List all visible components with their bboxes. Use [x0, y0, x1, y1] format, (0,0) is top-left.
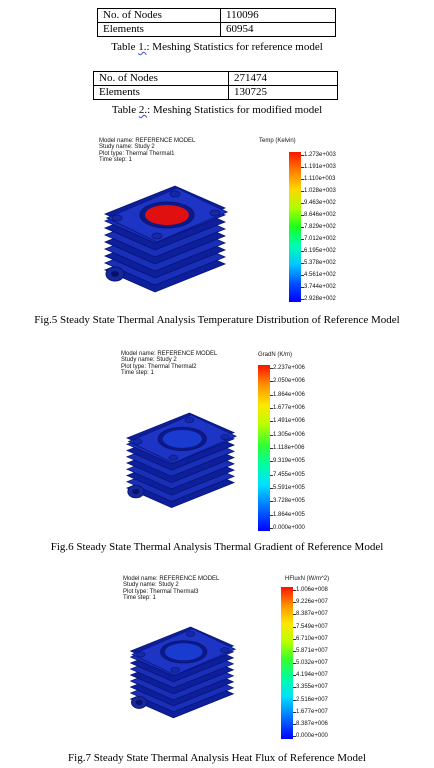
color-bar-tick-label: 3.744e+002: [304, 284, 336, 290]
color-bar-tick-label: 5.032e+007: [296, 660, 328, 666]
color-bar-tick-label: 8.646e+002: [304, 212, 336, 218]
fig5-panel: [93, 132, 336, 310]
fig5-caption: Fig.5 Steady State Thermal Analysis Temperature Distribution of Reference Model: [34, 314, 400, 326]
color-bar-tick-label: 2.516e+007: [296, 696, 328, 703]
color-bar-tick-label: 3.355e+007: [296, 684, 328, 691]
color-bar-tick-label: 1.006e+008: [296, 587, 328, 593]
color-bar-tick-label: 9.319e+005: [273, 458, 305, 465]
table-cell-label: No. of Nodes: [94, 72, 229, 86]
table-cell-label: No. of Nodes: [98, 9, 221, 23]
fig6-metadata: Model name: REFERENCE MODEL Study name: Study 2 Plot type: Thermal Thermal2 Time step: 1: [121, 351, 218, 376]
color-bar-tick-label: 3.728e+005: [273, 498, 305, 505]
color-bar-tick-label: 4.194e+007: [296, 672, 328, 679]
color-bar-tick-label: 1.491e+006: [273, 418, 305, 425]
color-bar-tick-label: 1.118e+006: [273, 445, 305, 451]
color-bar-tick-label: 7.012e+002: [304, 236, 336, 242]
fig7-caption: Fig.7 Steady State Thermal Analysis Heat Flux of Reference Model: [68, 752, 366, 764]
table-cell-value: 271474: [229, 72, 338, 86]
color-bar-tick-label: 8.387e+007: [296, 611, 328, 618]
color-bar-tick-label: 7.829e+002: [304, 224, 336, 230]
color-bar-tick-label: 7.549e+007: [296, 623, 328, 630]
color-bar-tick-label: 5.591e+005: [273, 485, 305, 491]
color-bar-tick-label: 7.455e+005: [273, 471, 305, 478]
table2-caption: Table 2.: Meshing Statistics for modified model: [111, 104, 323, 116]
table-row: [98, 23, 336, 37]
table-cell-label: Elements: [98, 23, 221, 37]
fig7-panel: [117, 570, 330, 747]
fig6-caption: Fig.6 Steady State Thermal Analysis Thermal Gradient of Reference Model: [50, 541, 384, 553]
color-bar-tick-label: 1.110e+003: [304, 176, 336, 182]
fig7-legend-title: HFluxN (W/m^2): [285, 576, 330, 582]
fig6-color-bar: [258, 365, 270, 531]
fig6-panel: [115, 345, 315, 535]
table-row: [98, 9, 336, 23]
fig6-cylinder-model: [118, 393, 243, 533]
color-bar-tick-label: 6.710e+007: [296, 635, 328, 642]
fig7-metadata: Model name: REFERENCE MODEL Study name: Study 2 Plot type: Thermal Thermal3 Time step: 1: [123, 576, 220, 601]
table-cell-label: Elements: [94, 86, 229, 100]
table-cell-value: 60954: [221, 23, 336, 37]
fig7-cylinder-model: [122, 610, 242, 740]
fig5-color-bar: [289, 152, 301, 302]
color-bar-tick-label: 2.050e+006: [273, 378, 305, 385]
color-bar-tick-label: 1.028e+003: [304, 188, 336, 194]
color-bar-tick-label: 2.237e+006: [273, 365, 305, 371]
fig5-cylinder-model: [95, 172, 235, 312]
table1-caption: Table 1.: Meshing Statistics for reference model: [111, 41, 323, 53]
color-bar-tick-label: 1.273e+003: [304, 152, 336, 158]
color-bar-tick-label: 1.677e+007: [296, 708, 328, 715]
fig5-legend-title: Temp (Kelvin): [259, 138, 296, 144]
color-bar-tick-label: 4.561e+002: [304, 272, 336, 278]
color-bar-tick-label: 1.305e+006: [273, 431, 305, 438]
fig6-legend-title: GradN (K/m): [258, 352, 293, 358]
color-bar-tick-label: 1.677e+006: [273, 405, 305, 411]
color-bar-tick-label: 2.928e+002: [304, 296, 336, 302]
color-bar-tick-label: 0.000e+000: [273, 525, 305, 531]
table-cell-value: 110096: [221, 9, 336, 23]
color-bar-tick-label: 5.378e+002: [304, 260, 336, 266]
color-bar-tick-label: 1.864e+005: [273, 511, 305, 518]
table-cell-value: 130725: [229, 86, 338, 100]
table-row: [94, 86, 338, 100]
color-bar-tick-label: 8.387e+006: [296, 720, 328, 727]
color-bar-tick-label: 1.191e+003: [304, 164, 336, 170]
color-bar-tick-label: 9.226e+007: [296, 599, 328, 606]
fig5-metadata: Model name: REFERENCE MODEL Study name: Study 2 Plot type: Thermal Thermal1 Time step: 1: [99, 138, 196, 163]
meshing-table-modified: [93, 71, 338, 100]
table-row: [94, 72, 338, 86]
color-bar-tick-label: 9.463e+002: [304, 200, 336, 206]
color-bar-tick-label: 0.000e+000: [296, 733, 328, 739]
fig7-color-bar: [281, 587, 293, 739]
color-bar-tick-label: 6.195e+002: [304, 248, 336, 254]
color-bar-tick-label: 1.864e+006: [273, 391, 305, 398]
meshing-table-reference: [97, 8, 336, 37]
color-bar-tick-label: 5.871e+007: [296, 647, 328, 654]
